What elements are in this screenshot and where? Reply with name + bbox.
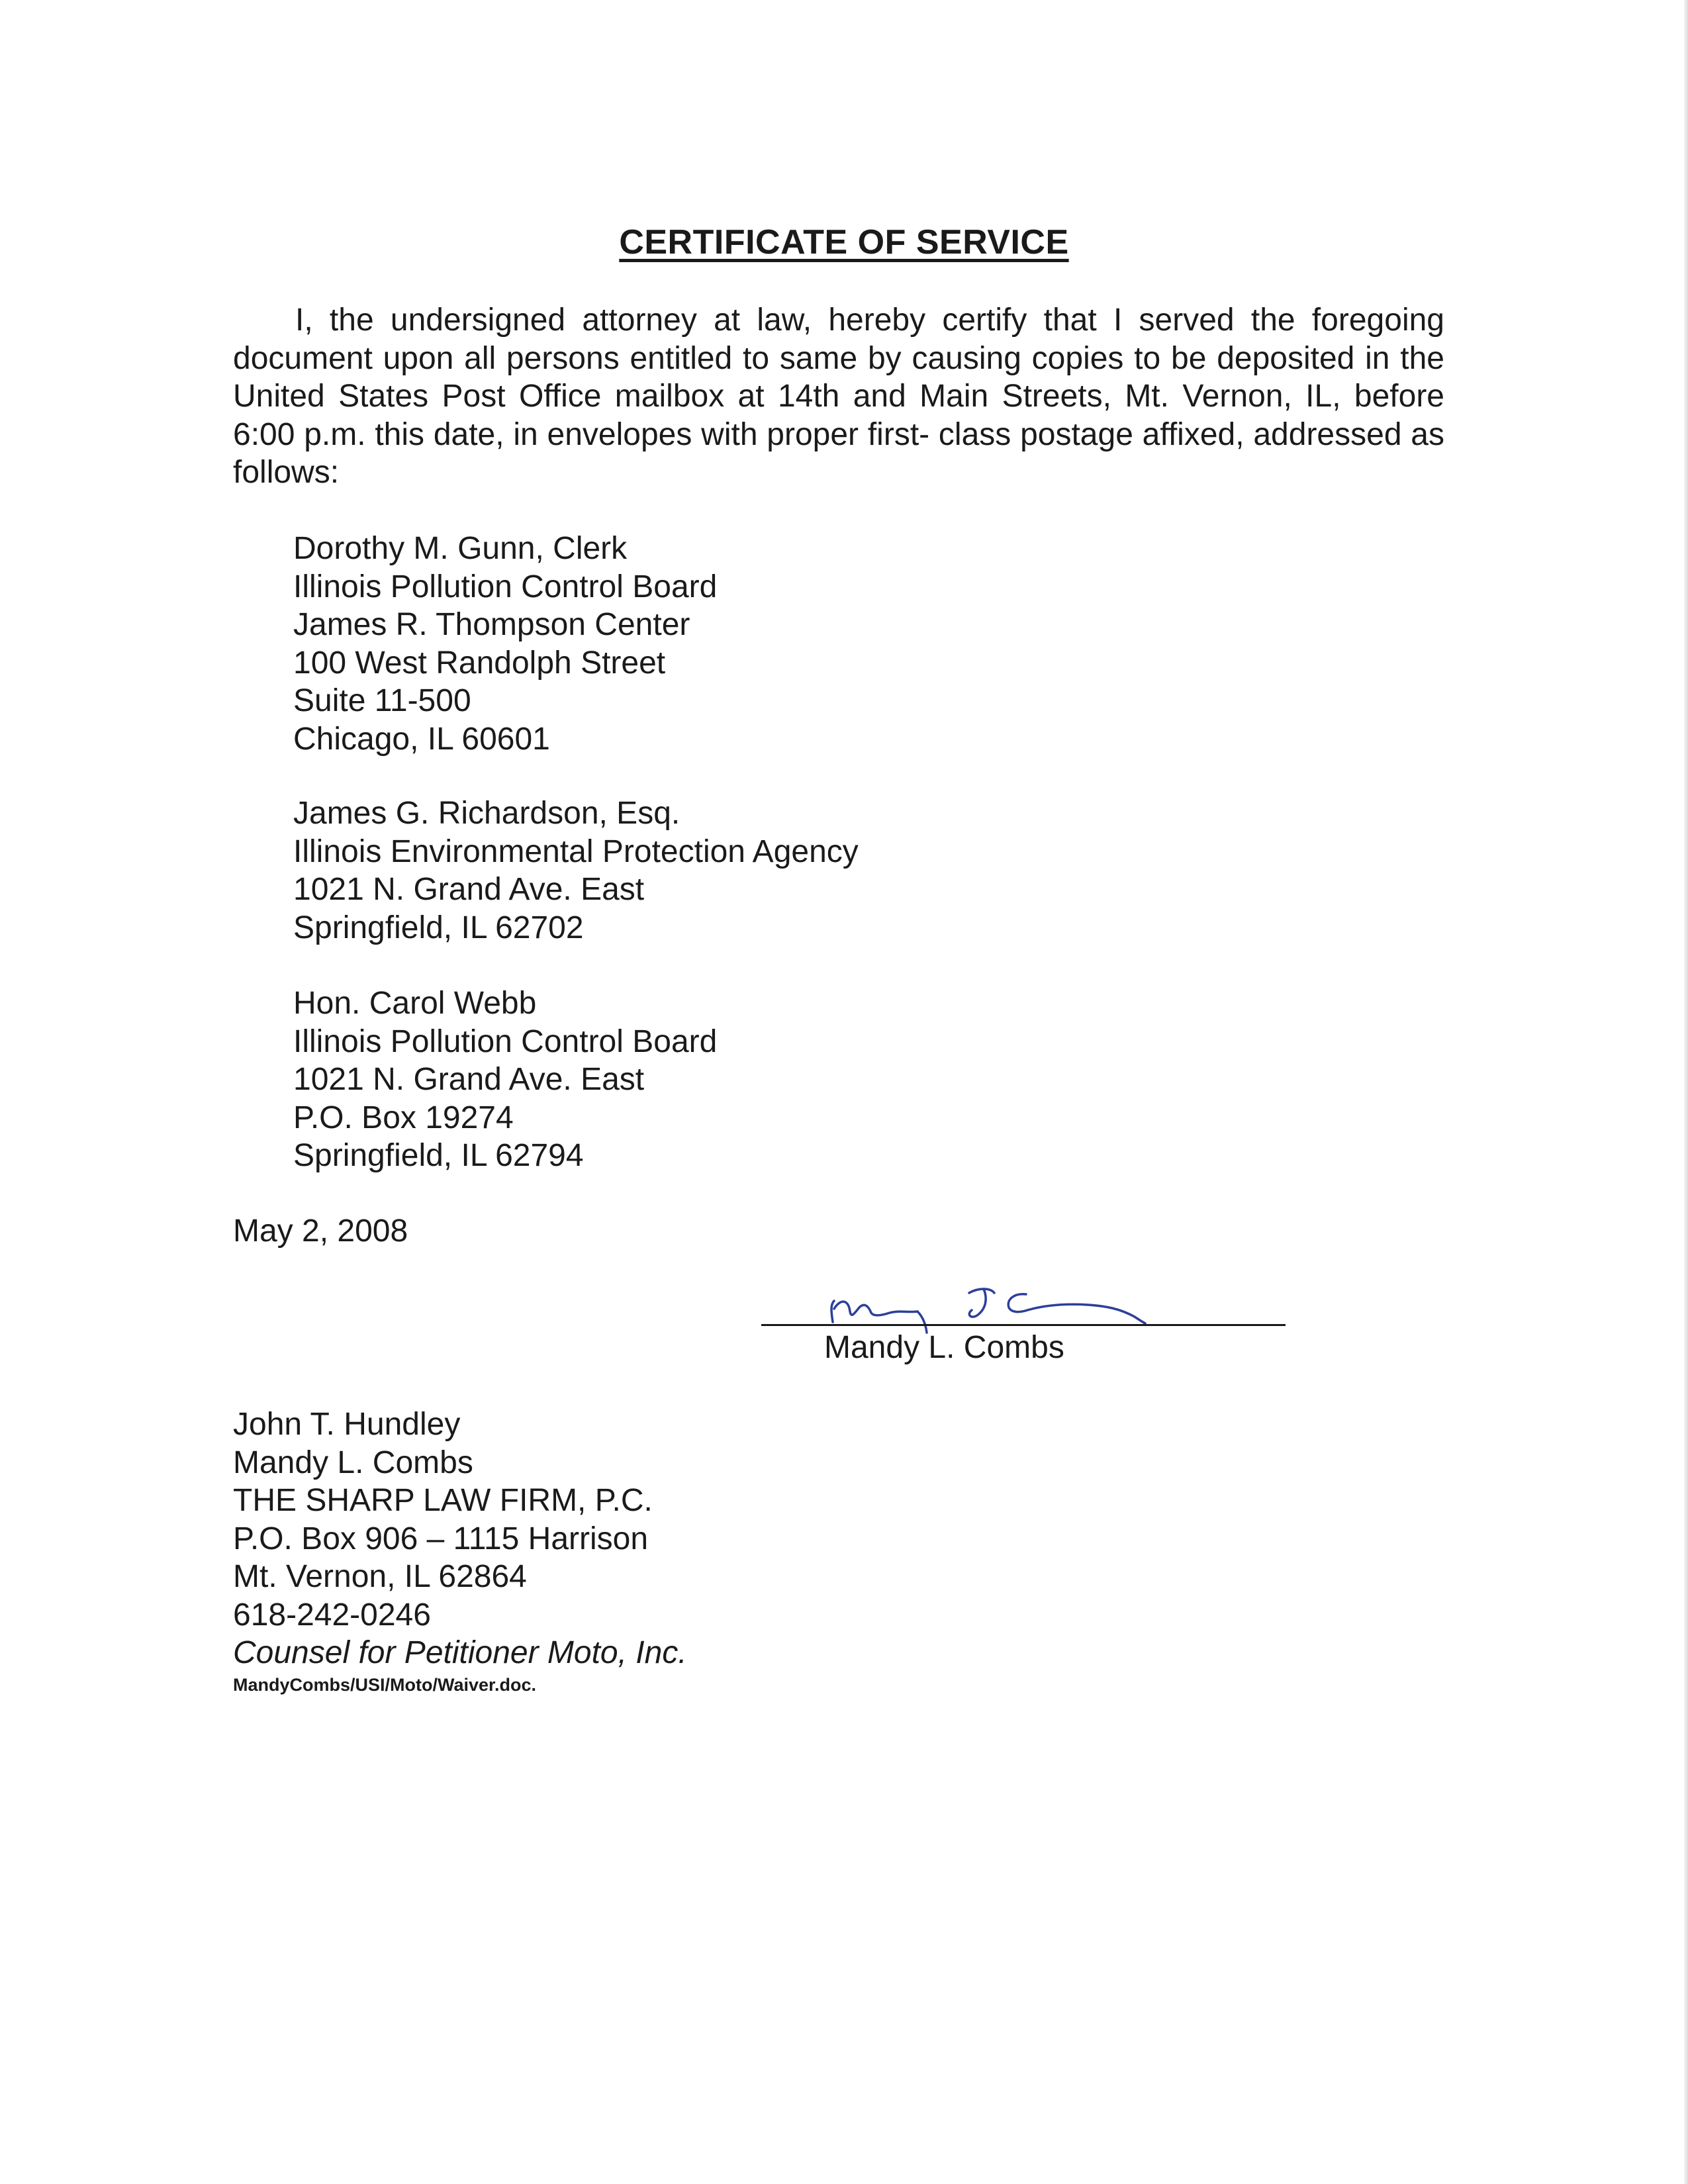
address-line: Illinois Environmental Protection Agency (293, 833, 859, 869)
scan-edge-shadow (1684, 0, 1688, 2184)
counsel-line: THE SHARP LAW FIRM, P.C. (233, 1483, 653, 1518)
address-line: Hon. Carol Webb (293, 986, 537, 1021)
address-line: Springfield, IL 62702 (293, 910, 584, 945)
address-line: 1021 N. Grand Ave. East (293, 1062, 645, 1097)
service-date: May 2, 2008 (233, 1213, 408, 1249)
counsel-role: Counsel for Petitioner Moto, Inc. (233, 1635, 687, 1670)
address-line: Dorothy M. Gunn, Clerk (293, 531, 628, 566)
file-reference: MandyCombs/USI/Moto/Waiver.doc. (233, 1675, 537, 1695)
counsel-line: Mt. Vernon, IL 62864 (233, 1559, 527, 1594)
addressee-block-epa (293, 794, 859, 947)
signature-line (761, 1324, 1286, 1326)
addressee-block-hearing-officer (293, 984, 717, 1175)
address-line: Springfield, IL 62794 (293, 1138, 584, 1173)
address-line: James R. Thompson Center (293, 607, 690, 642)
document-title: CERTIFICATE OF SERVICE (619, 223, 1069, 261)
address-line: 1021 N. Grand Ave. East (293, 872, 645, 907)
address-line: Suite 11-500 (293, 683, 471, 718)
address-line: Illinois Pollution Control Board (293, 1023, 718, 1059)
certification-paragraph: I, the undersigned attorney at law, hereby certify that I served the foregoing document upon all persons entitled to same by causing copies to be deposited in the United States Post Office mailbox at 14th and Main Streets, Mt. Vernon, IL, before 6:00 p.m. this date, in envelopes with proper first- class postage affixed, addressed as follows: (233, 303, 1444, 490)
address-line: P.O. Box 19274 (293, 1100, 514, 1135)
counsel-line: P.O. Box 906 – 1115 Harrison (233, 1521, 649, 1556)
counsel-line: John T. Hundley (233, 1407, 461, 1442)
address-line: Chicago, IL 60601 (293, 721, 550, 757)
signature-area (761, 1274, 1291, 1367)
address-line: Illinois Pollution Control Board (293, 569, 718, 604)
signer-name: Mandy L. Combs (824, 1330, 1064, 1365)
counsel-line: 618-242-0246 (233, 1597, 431, 1633)
address-line: James G. Richardson, Esq. (293, 796, 680, 831)
counsel-line: Mandy L. Combs (233, 1445, 473, 1480)
address-line: 100 West Randolph Street (293, 645, 666, 681)
addressee-block-clerk (293, 530, 717, 758)
counsel-block (233, 1405, 687, 1672)
